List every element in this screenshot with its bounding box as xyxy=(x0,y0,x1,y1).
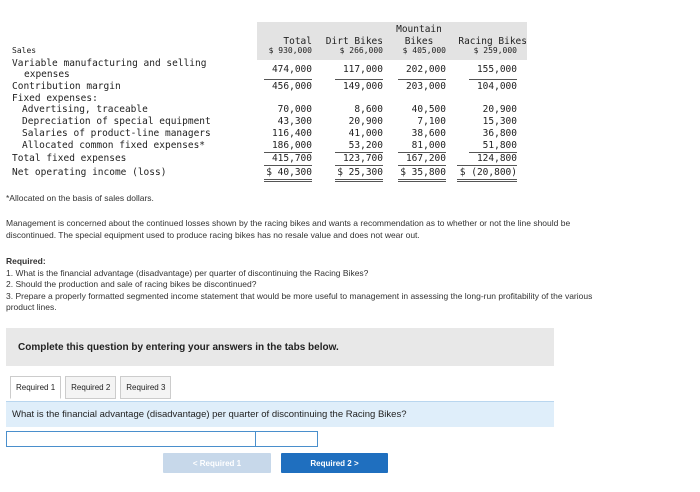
row-label: Sales xyxy=(12,46,37,55)
cell-racing: $ 259,000 xyxy=(473,46,517,55)
header-racing-bikes: Racing Bikes xyxy=(458,36,527,47)
cell-racing: 36,800 xyxy=(482,128,517,139)
double-underline xyxy=(264,179,312,182)
cell-total: 186,000 xyxy=(271,140,312,151)
cell-total: $ 930,000 xyxy=(268,46,312,55)
row-label: Net operating income (loss) xyxy=(12,167,167,178)
cell-racing: 20,900 xyxy=(482,104,517,115)
row-label: Salaries of product-line managers xyxy=(22,128,211,139)
cell-total: 116,400 xyxy=(271,128,312,139)
cell-mountain: $ 35,800 xyxy=(400,167,446,178)
cell-mountain: 81,000 xyxy=(411,140,446,151)
cell-mountain: $ 405,000 xyxy=(402,46,446,55)
underline xyxy=(398,165,446,166)
row-label: expenses xyxy=(24,69,70,80)
required-item: 2. Should the production and sale of racing bikes be discontinued? xyxy=(6,279,257,289)
question-text: What is the financial advantage (disadvantage) per quarter of discontinuing the Racing Bikes? xyxy=(12,409,407,420)
tab-required-3[interactable]: Required 3 xyxy=(120,376,171,399)
double-underline xyxy=(335,179,383,182)
cell-racing: 124,800 xyxy=(476,153,517,164)
row-label: Fixed expenses: xyxy=(12,93,98,104)
cell-dirt: 117,000 xyxy=(342,64,383,75)
cell-racing: 155,000 xyxy=(476,64,517,75)
header-total: Total xyxy=(283,36,312,47)
header-mountain-line1: Mountain xyxy=(396,24,442,35)
underline xyxy=(457,165,517,166)
row-label: Contribution margin xyxy=(12,81,121,92)
underline xyxy=(398,79,446,80)
row-label: Advertising, traceable xyxy=(22,104,148,115)
cell-racing: 15,300 xyxy=(482,116,517,127)
tab-required-2[interactable]: Required 2 xyxy=(65,376,116,399)
cell-mountain: 202,000 xyxy=(405,64,446,75)
problem-intro: Management is concerned about the continued losses shown by the racing bikes and wants a recommendation as to whether or not the line should be discontinued. The special equipment used to produce racing bikes has no resale value and does not wear out. xyxy=(6,218,571,240)
cell-dirt: $ 25,300 xyxy=(337,167,383,178)
answer-row xyxy=(6,431,318,447)
underline xyxy=(335,79,383,80)
footnote: *Allocated on the basis of sales dollars. xyxy=(6,193,154,203)
header-mountain-line2: Bikes xyxy=(404,36,434,47)
cell-dirt: 20,900 xyxy=(348,116,383,127)
double-underline xyxy=(457,179,517,182)
cell-dirt: 41,000 xyxy=(348,128,383,139)
cell-dirt: 53,200 xyxy=(348,140,383,151)
cell-mountain: 38,600 xyxy=(411,128,446,139)
cell-dirt: 8,600 xyxy=(354,104,383,115)
answer-amount-input[interactable] xyxy=(256,432,317,446)
underline xyxy=(335,165,383,166)
answer-label-input[interactable] xyxy=(7,432,256,446)
prev-required-button[interactable]: < Required 1 xyxy=(163,453,271,473)
instructions-banner: Complete this question by entering your answers in the tabs below. xyxy=(6,328,554,366)
double-underline xyxy=(398,179,446,182)
cell-total: 456,000 xyxy=(271,81,312,92)
cell-total: 474,000 xyxy=(271,64,312,75)
cell-total: 70,000 xyxy=(277,104,312,115)
underline xyxy=(469,79,517,80)
row-label: Total fixed expenses xyxy=(12,153,127,164)
cell-total: 415,700 xyxy=(271,153,312,164)
required-title: Required: xyxy=(6,256,46,266)
question-panel xyxy=(6,401,554,427)
tab-required-1[interactable]: Required 1 xyxy=(10,376,61,399)
cell-mountain: 167,200 xyxy=(405,153,446,164)
cell-total: $ 40,300 xyxy=(266,167,312,178)
cell-total: 43,300 xyxy=(277,116,312,127)
cell-dirt: 123,700 xyxy=(342,153,383,164)
row-label: Allocated common fixed expenses* xyxy=(22,140,206,151)
cell-dirt: 149,000 xyxy=(342,81,383,92)
row-label: Depreciation of special equipment xyxy=(22,116,211,127)
cell-racing: 51,800 xyxy=(482,140,517,151)
underline xyxy=(264,79,312,80)
cell-racing: 104,000 xyxy=(476,81,517,92)
required-item: 3. Prepare a properly formatted segmented income statement that would be more useful to management in assessing the long-run profitability of the various product lines. xyxy=(6,290,593,312)
cell-racing: $ (20,800) xyxy=(459,167,517,178)
underline xyxy=(264,165,312,166)
tab-bar xyxy=(10,376,171,399)
next-required-button[interactable]: Required 2 > xyxy=(281,453,388,473)
cell-mountain: 7,100 xyxy=(417,116,446,127)
row-label: Variable manufacturing and selling xyxy=(12,58,207,69)
required-item: 1. What is the financial advantage (disadvantage) per quarter of discontinuing the Racing Bikes? xyxy=(6,267,369,278)
cell-mountain: 40,500 xyxy=(411,104,446,115)
cell-dirt: $ 266,000 xyxy=(339,46,383,55)
header-dirt-bikes: Dirt Bikes xyxy=(325,36,383,47)
cell-mountain: 203,000 xyxy=(405,81,446,92)
required-section xyxy=(6,256,606,314)
